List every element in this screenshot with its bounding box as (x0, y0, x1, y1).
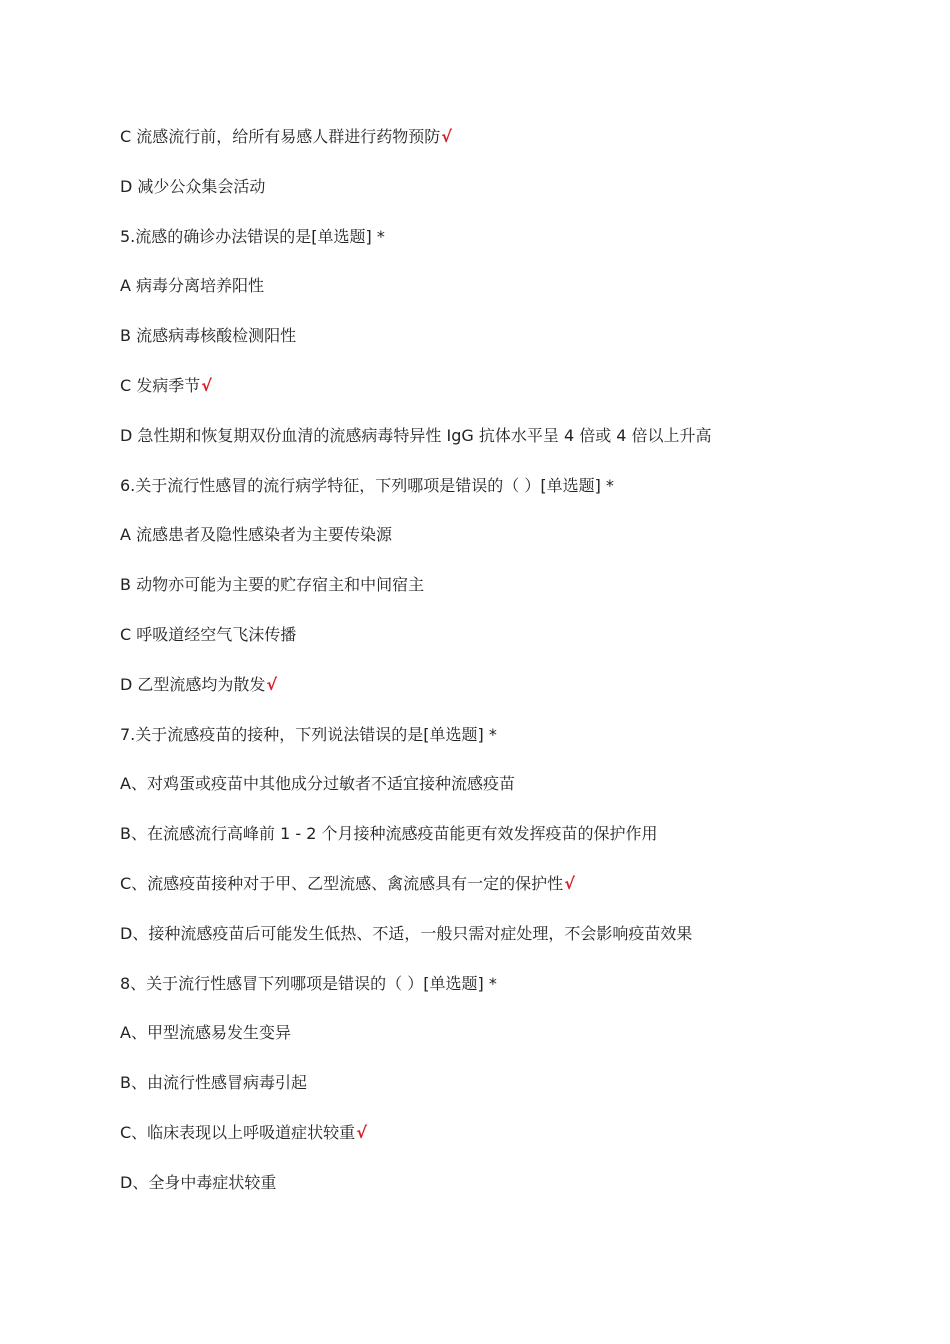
option-text: A 流感患者及隐性感染者为主要传染源 (120, 525, 393, 545)
question-title (120, 225, 840, 275)
checkmark-icon: √ (564, 873, 575, 893)
option-text: C、临床表现以上呼吸道症状较重 (120, 1122, 356, 1142)
option-text: B、由流行性感冒病毒引起 (120, 1073, 307, 1093)
checkmark-icon: √ (356, 1122, 367, 1142)
question-title (120, 723, 840, 773)
answer-option (120, 1021, 840, 1071)
option-text: A、甲型流感易发生变异 (120, 1023, 291, 1043)
answer-option (120, 1071, 840, 1121)
answer-option (120, 175, 840, 225)
question-text: 6.关于流行性感冒的流行病学特征，下列哪项是错误的（ ）[单选题] * (120, 475, 614, 495)
answer-option (120, 374, 840, 424)
question-text: 5.流感的确诊办法错误的是[单选题] * (120, 226, 385, 246)
answer-option (120, 1171, 840, 1221)
answer-option (120, 922, 840, 972)
option-text: C 流感流行前，给所有易感人群进行药物预防 (120, 127, 441, 146)
answer-option (120, 673, 840, 723)
question-title (120, 972, 840, 1022)
answer-option (120, 125, 840, 175)
answer-option (120, 772, 840, 822)
answer-option (120, 424, 840, 474)
checkmark-icon: √ (441, 127, 452, 146)
option-text: C 呼吸道经空气飞沫传播 (120, 624, 297, 644)
answer-option (120, 573, 840, 623)
option-text: D、接种流感疫苗后可能发生低热、不适，一般只需对症处理，不会影响疫苗效果 (120, 923, 693, 943)
option-text: A 病毒分离培养阳性 (120, 276, 265, 296)
option-text: D 急性期和恢复期双份血清的流感病毒特异性 IgG 抗体水平呈 4 倍或 4 倍以上升高 (120, 425, 712, 445)
option-text: C 发病季节 (120, 375, 201, 395)
option-text: B 流感病毒核酸检测阳性 (120, 326, 297, 346)
checkmark-icon: √ (201, 375, 212, 395)
option-text: B、在流感流行高峰前 1 - 2 个月接种流感疫苗能更有效发挥疫苗的保护作用 (120, 824, 658, 844)
answer-option (120, 1121, 840, 1171)
question-text: 8、关于流行性感冒下列哪项是错误的（ ）[单选题] * (120, 973, 497, 993)
answer-option (120, 324, 840, 374)
answer-option (120, 623, 840, 673)
question-text: 7.关于流感疫苗的接种，下列说法错误的是[单选题] * (120, 724, 497, 744)
answer-option (120, 523, 840, 573)
option-text: C、流感疫苗接种对于甲、乙型流感、禽流感具有一定的保护性 (120, 873, 564, 893)
option-text: D 乙型流感均为散发 (120, 674, 266, 694)
checkmark-icon: √ (266, 674, 278, 694)
option-text: D、全身中毒症状较重 (120, 1172, 277, 1192)
option-text: A、对鸡蛋或疫苗中其他成分过敏者不适宜接种流感疫苗 (120, 774, 515, 794)
option-text: B 动物亦可能为主要的贮存宿主和中间宿主 (120, 575, 425, 595)
answer-option (120, 274, 840, 324)
option-text: D 减少公众集会活动 (120, 176, 266, 196)
question-title (120, 474, 840, 524)
answer-option (120, 822, 840, 872)
answer-option (120, 872, 840, 922)
document-page (120, 125, 840, 1221)
